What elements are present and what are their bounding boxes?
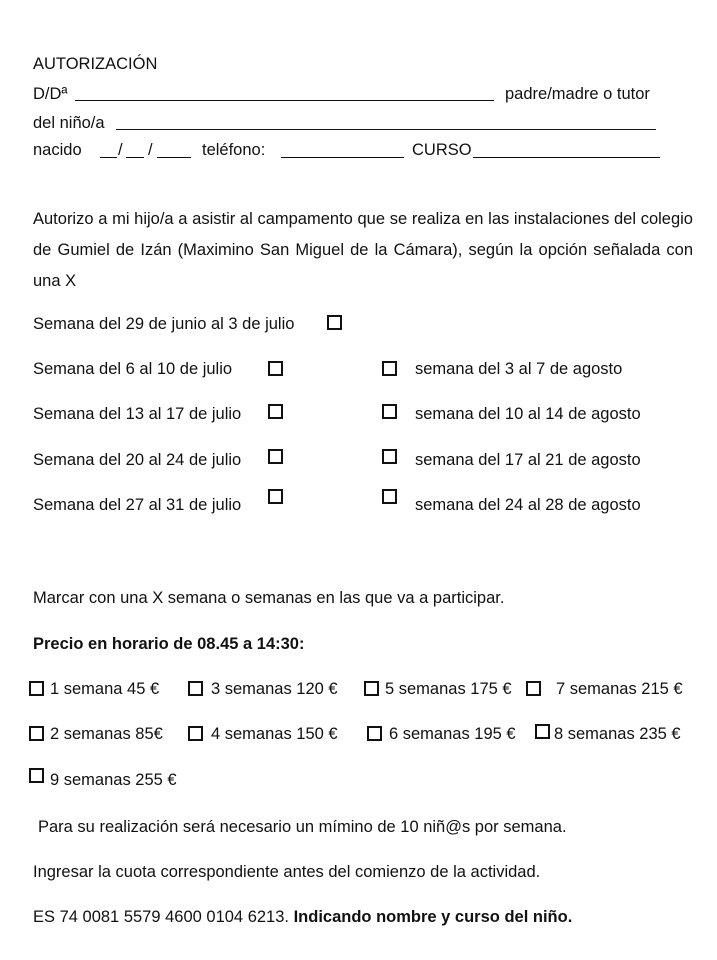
- phone-label: teléfono:: [202, 141, 266, 159]
- week-option-label: semana del 10 al 14 de agosto: [415, 405, 641, 423]
- dd-label: D/Dª: [33, 85, 68, 103]
- child-name-field[interactable]: [116, 129, 656, 130]
- week-option-label: semana del 3 al 7 de agosto: [415, 360, 623, 378]
- price-option-label: 5 semanas 175 €: [385, 680, 512, 698]
- price-option-label: 3 semanas 120 €: [211, 680, 338, 698]
- price-checkbox[interactable]: [188, 726, 203, 741]
- week-option-label: Semana del 6 al 10 de julio: [33, 360, 233, 378]
- week-checkbox[interactable]: [268, 361, 283, 376]
- born-label: nacido: [33, 141, 82, 159]
- parent-name-field[interactable]: [75, 100, 494, 101]
- price-checkbox[interactable]: [29, 768, 44, 783]
- price-option-label: 9 semanas 255 €: [50, 771, 177, 789]
- week-checkbox[interactable]: [268, 449, 283, 464]
- week-option-label: Semana del 27 al 31 de julio: [33, 496, 242, 514]
- course-field[interactable]: [473, 157, 660, 158]
- week-option-label: semana del 17 al 21 de agosto: [415, 451, 641, 469]
- price-checkbox[interactable]: [188, 681, 203, 696]
- price-checkbox[interactable]: [367, 726, 382, 741]
- price-option-label: 7 semanas 215 €: [556, 680, 683, 698]
- price-checkbox[interactable]: [29, 681, 44, 696]
- week-checkbox[interactable]: [382, 489, 397, 504]
- week-checkbox[interactable]: [327, 315, 342, 330]
- child-label: del niño/a: [33, 114, 105, 132]
- page-title: AUTORIZACIÓN: [33, 55, 158, 73]
- price-checkbox[interactable]: [526, 681, 541, 696]
- date-slash: /: [118, 141, 123, 159]
- week-option-label: semana del 24 al 28 de agosto: [415, 496, 641, 514]
- account-instruction: Indicando nombre y curso del niño.: [293, 908, 573, 926]
- week-checkbox[interactable]: [382, 449, 397, 464]
- birth-year-field[interactable]: [157, 157, 191, 158]
- authorization-text: Autorizo a mi hijo/a a asistir al campamento que se realiza en las instalaciones del colegio de Gumiel de Izán (Maximino San Miguel de la Cámara), según la opción señalada con una X: [33, 210, 693, 290]
- price-option-label: 8 semanas 235 €: [554, 725, 681, 743]
- price-option-label: 6 semanas 195 €: [389, 725, 516, 743]
- account-number: ES 74 0081 5579 4600 0104 6213.: [33, 908, 289, 926]
- price-checkbox[interactable]: [535, 724, 550, 739]
- date-slash: /: [148, 141, 153, 159]
- price-option-label: 2 semanas 85€: [50, 725, 163, 743]
- week-option-label: Semana del 29 de junio al 3 de julio: [33, 315, 295, 333]
- payment-note: Ingresar la cuota correspondiente antes del comienzo de la actividad.: [33, 863, 541, 881]
- minimum-note: Para su realización será necesario un mímino de 10 niñ@s por semana.: [38, 818, 567, 836]
- price-option-label: 1 semana 45 €: [50, 680, 160, 698]
- week-checkbox[interactable]: [382, 404, 397, 419]
- phone-field[interactable]: [281, 157, 404, 158]
- parent-role-label: padre/madre o tutor: [505, 85, 650, 103]
- price-checkbox[interactable]: [364, 681, 379, 696]
- account-line: [33, 907, 572, 927]
- week-checkbox[interactable]: [268, 489, 283, 504]
- week-checkbox[interactable]: [268, 404, 283, 419]
- week-option-label: Semana del 13 al 17 de julio: [33, 405, 242, 423]
- birth-month-field[interactable]: [126, 157, 144, 158]
- price-checkbox[interactable]: [29, 726, 44, 741]
- price-heading: Precio en horario de 08.45 a 14:30:: [33, 635, 305, 653]
- week-option-label: Semana del 20 al 24 de julio: [33, 451, 242, 469]
- mark-instruction: Marcar con una X semana o semanas en las que va a participar.: [33, 589, 505, 607]
- week-checkbox[interactable]: [382, 361, 397, 376]
- course-label: CURSO: [412, 141, 472, 159]
- birth-day-field[interactable]: [100, 157, 117, 158]
- price-option-label: 4 semanas 150 €: [211, 725, 338, 743]
